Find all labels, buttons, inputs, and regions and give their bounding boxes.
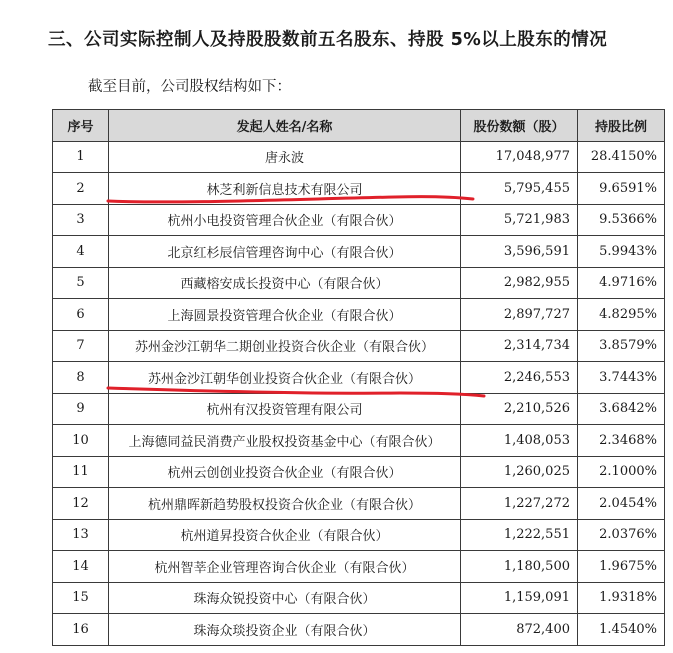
cell-index: 8 — [53, 362, 109, 394]
cell-name: 杭州智莘企业管理咨询合伙企业（有限合伙） — [109, 551, 461, 583]
cell-shares: 5,795,455 — [461, 173, 578, 205]
cell-name: 西藏榕安成长投资中心（有限合伙） — [109, 267, 461, 299]
cell-name: 珠海众琰投资企业（有限合伙） — [109, 614, 461, 646]
cell-name: 杭州道昇投资合伙企业（有限合伙） — [109, 519, 461, 551]
cell-name: 上海圆景投资管理合伙企业（有限合伙） — [109, 299, 461, 331]
table-row — [53, 425, 665, 457]
cell-name: 苏州金沙江朝华二期创业投资合伙企业（有限合伙） — [109, 330, 461, 362]
cell-ratio: 3.7443% — [578, 362, 665, 394]
table-row — [53, 299, 665, 331]
cell-ratio: 9.5366% — [578, 204, 665, 236]
table-row — [53, 551, 665, 583]
cell-index: 11 — [53, 456, 109, 488]
cell-index: 9 — [53, 393, 109, 425]
table-row — [53, 204, 665, 236]
cell-name: 苏州金沙江朝华创业投资合伙企业（有限合伙） — [109, 362, 461, 394]
header-shares: 股份数额（股） — [461, 110, 578, 142]
table-row — [53, 393, 665, 425]
cell-ratio: 2.1000% — [578, 456, 665, 488]
header-index: 序号 — [53, 110, 109, 142]
cell-shares: 1,227,272 — [461, 488, 578, 520]
shareholder-table — [52, 109, 665, 646]
table-row — [53, 267, 665, 299]
cell-index: 1 — [53, 141, 109, 173]
table-row — [53, 582, 665, 614]
table-row — [53, 362, 665, 394]
intro-text: 截至目前，公司股权结构如下： — [88, 79, 291, 95]
cell-index: 6 — [53, 299, 109, 331]
table-row — [53, 614, 665, 646]
cell-ratio: 2.0376% — [578, 519, 665, 551]
table-row — [53, 519, 665, 551]
cell-name: 上海德同益民消费产业股权投资基金中心（有限合伙） — [109, 425, 461, 457]
table-row — [53, 141, 665, 173]
cell-ratio: 4.9716% — [578, 267, 665, 299]
cell-ratio: 5.9943% — [578, 236, 665, 268]
cell-index: 13 — [53, 519, 109, 551]
cell-ratio: 28.4150% — [578, 141, 665, 173]
table-row — [53, 488, 665, 520]
cell-shares: 1,180,500 — [461, 551, 578, 583]
cell-name: 珠海众锐投资中心（有限合伙） — [109, 582, 461, 614]
cell-shares: 1,222,551 — [461, 519, 578, 551]
cell-name: 唐永波 — [109, 141, 461, 173]
cell-shares: 2,246,553 — [461, 362, 578, 394]
table-header-row — [53, 110, 665, 142]
cell-index: 16 — [53, 614, 109, 646]
cell-shares: 1,159,091 — [461, 582, 578, 614]
cell-index: 15 — [53, 582, 109, 614]
cell-index: 4 — [53, 236, 109, 268]
cell-shares: 17,048,977 — [461, 141, 578, 173]
cell-shares: 2,897,727 — [461, 299, 578, 331]
cell-ratio: 3.8579% — [578, 330, 665, 362]
cell-name: 杭州鼎晖新趋势股权投资合伙企业（有限合伙） — [109, 488, 461, 520]
table-row — [53, 330, 665, 362]
cell-shares: 2,314,734 — [461, 330, 578, 362]
section-heading: 三、公司实际控制人及持股股数前五名股东、持股 5%以上股东的情况 — [48, 30, 608, 50]
cell-index: 7 — [53, 330, 109, 362]
cell-index: 12 — [53, 488, 109, 520]
cell-ratio: 4.8295% — [578, 299, 665, 331]
header-ratio: 持股比例 — [578, 110, 665, 142]
cell-ratio: 3.6842% — [578, 393, 665, 425]
table-row — [53, 236, 665, 268]
cell-shares: 3,596,591 — [461, 236, 578, 268]
cell-ratio: 1.9318% — [578, 582, 665, 614]
cell-ratio: 9.6591% — [578, 173, 665, 205]
cell-ratio: 2.3468% — [578, 425, 665, 457]
cell-ratio: 1.4540% — [578, 614, 665, 646]
cell-name: 林芝利新信息技术有限公司 — [109, 173, 461, 205]
cell-index: 3 — [53, 204, 109, 236]
cell-index: 14 — [53, 551, 109, 583]
cell-ratio: 2.0454% — [578, 488, 665, 520]
cell-index: 10 — [53, 425, 109, 457]
cell-shares: 2,210,526 — [461, 393, 578, 425]
cell-index: 2 — [53, 173, 109, 205]
header-name: 发起人姓名/名称 — [109, 110, 461, 142]
cell-name: 杭州有汉投资管理有限公司 — [109, 393, 461, 425]
table-row — [53, 173, 665, 205]
cell-shares: 872,400 — [461, 614, 578, 646]
table-row — [53, 456, 665, 488]
cell-name: 杭州小电投资管理合伙企业（有限合伙） — [109, 204, 461, 236]
cell-shares: 5,721,983 — [461, 204, 578, 236]
cell-name: 杭州云创创业投资合伙企业（有限合伙） — [109, 456, 461, 488]
cell-shares: 1,260,025 — [461, 456, 578, 488]
cell-ratio: 1.9675% — [578, 551, 665, 583]
cell-name: 北京红杉辰信管理咨询中心（有限合伙） — [109, 236, 461, 268]
cell-shares: 2,982,955 — [461, 267, 578, 299]
cell-shares: 1,408,053 — [461, 425, 578, 457]
cell-index: 5 — [53, 267, 109, 299]
